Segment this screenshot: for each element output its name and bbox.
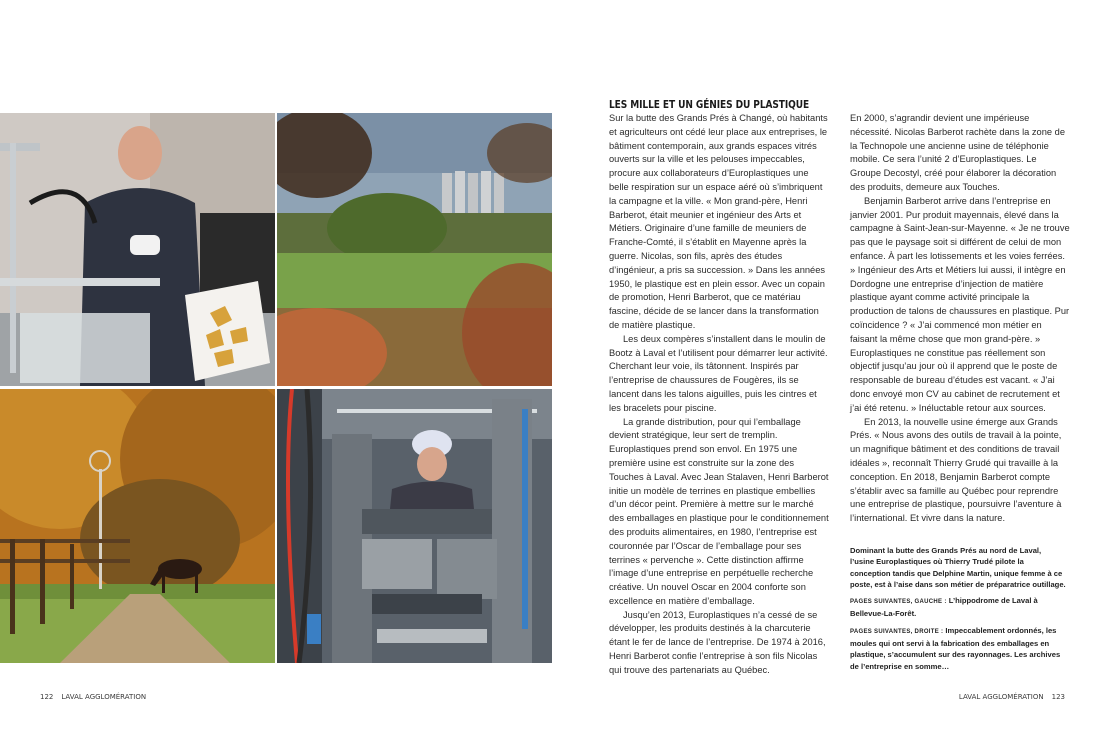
paragraph: Jusqu’en 2013, Europlastiques n’a cessé de se développer, les produits destinés à la charcuterie étant le fer de lance de l’entreprise. De 1974 à 2016, Henri Barberot confie l’entreprise à son fils Nicolas qui trouve des partenariats au Québec.	[609, 609, 826, 675]
paragraph: La grande distribution, pour qui l’emballage devient stratégique, leur sert de tremplin. Europlastiques prend son envol. En 1975 une première usine est construite sur la zone des Touches à Laval. Avec Jean Stalaven, Henri Barberot initie un modèle de terrines en plastique embellies d’un décor peint. Première à mettre sur le marché des emballages en plastique pour le conditionnement des produits alimentaires, en 1980, l’entreprise est couronnée par l’Oscar de l’emballage pour ses terrines « pervenche ». Cette distinction affirme l’image d’une entreprise en perpétuelle recherche créative. Un nouvel Oscar en 2004 conforte son excellence en matière d’emballage.	[609, 416, 829, 606]
photo-captions	[850, 545, 1066, 677]
page-number: 123	[1051, 693, 1065, 701]
paragraph: En 2000, s’agrandir devient une impérieuse nécessité. Nicolas Barberot rachète dans la zone de la Technopole une ancienne usine de téléphonie mobile. Ce sera l’unité 2 d’Europlastiques. Le Groupe Decostyl, créé pour élaborer la décoration des produits, demeure aux Touches.	[850, 113, 1065, 192]
publication-name: LAVAL AGGLOMÉRATION	[61, 693, 147, 701]
text-column-right	[850, 112, 1070, 526]
page-number: 122	[40, 693, 54, 701]
photo-hippodrome-horse	[0, 389, 275, 663]
caption-main: Dominant la butte des Grands Prés au nord de Laval, l’usine Europlastiques où Thierry Trudé pilote la conception tandis que Delphine Martin, unique femme à ce poste, est à l’aise dans son métier de préparatrice outillage.	[850, 546, 1066, 589]
photo-silos-landscape	[277, 113, 552, 386]
paragraph: En 2013, la nouvelle usine émerge aux Grands Prés. « Nous avons des outils de travail à la pointe, un magnifique bâtiment et des conditions de travail idéales », reconnaît Thierry Grudé qui travaille à la conception. En 2018, Benjamin Barberot compte s’établir avec sa famille au Québec pour reprendre une entreprise de plastique, poursuivre l’aventure à l’international. Et vivre dans la nature.	[850, 416, 1062, 524]
caption-next-right	[850, 625, 1066, 672]
photo-molding-machine-worker	[277, 389, 552, 663]
folio-right	[959, 693, 1065, 701]
article-heading: LES MILLE ET UN GÉNIES DU PLASTIQUE	[609, 99, 810, 111]
caption-next-left	[850, 595, 1066, 620]
paragraph: Les deux compères s’installent dans le moulin de Bootz à Laval et l’utilisent pour démarrer leur activité. Cherchant leur voie, ils tâtonnent. Inspirés par l’entreprise de chaussures de Fougères, ils se lancent dans les talons aiguilles, puis les cintres et les bracelets pour piscine.	[609, 333, 828, 413]
publication-name: LAVAL AGGLOMÉRATION	[958, 693, 1044, 701]
caption-text: Impeccablement ordonnés, les moules qui ont servi à la fabrication des emballages en plastique, s’accumulent sur des rayonnages. Les archives de l’entreprise en somme…	[850, 625, 1061, 671]
photo-engineer-3d-printer	[0, 113, 275, 386]
folio-left	[40, 693, 146, 701]
paragraph: Benjamin Barberot arrive dans l’entreprise en janvier 2001. Pur produit mayennais, élevé dans la campagne à Saint-Jean-sur-Mayenne. « Je ne trouve pas que le paysage soit si différent de celui de mon enfance. À part les lotissements et les voies ferrées. » Ingénieur des Arts et Métiers lui aussi, il intègre en Dordogne une entreprise d’injection de matière plastique ayant comme activité principale la production de talons de chaussures en plastique. Pur coïncidence ? « J’ai commencé mon métier en faisant la même chose que mon grand-père. » Europlastiques ne constitue pas réellement son objectif jusqu’au jour où il apprend que le poste de responsable de bureau d’études est vacant. « J’ai donc envoyé mon CV au cabinet de recrutement et j’ai été retenu. » Inéluctable retour aux sources.	[850, 195, 1070, 413]
caption-text: L’hippodrome de Laval à Bellevue-La-Forêt.	[850, 596, 1038, 619]
caption-label: PAGES SUIVANTES, GAUCHE :	[850, 599, 947, 606]
paragraph: Sur la butte des Grands Prés à Changé, où habitants et agriculteurs ont cédé leur place aux entreprises, le bâtiment contemporain, aux grands espaces vitrés ouverts sur la ville et les pelouses impeccables, procure aux collaborateurs d’Europlastiques une belle respiration sur un espace aéré où s’imbriquent la campagne et la ville. « Mon grand-père, Henri Barberot, était meunier et ingénieur des Arts et Métiers. Originaire d’une famille de meuniers de Franche-Comté, il s’établit en Mayenne après la guerre. Nicolas, son fils, après des études d’ingénieur, a pris sa succession. » Dans les années 1950, le plastique est en plein essor. Avec un copain de promotion, Henri Barberot, que ce matériau fascine, décide de se lancer dans la transformation de matière plastique.	[609, 113, 828, 330]
text-column-left	[609, 112, 829, 678]
caption-label: PAGES SUIVANTES, DROITE :	[850, 628, 944, 635]
